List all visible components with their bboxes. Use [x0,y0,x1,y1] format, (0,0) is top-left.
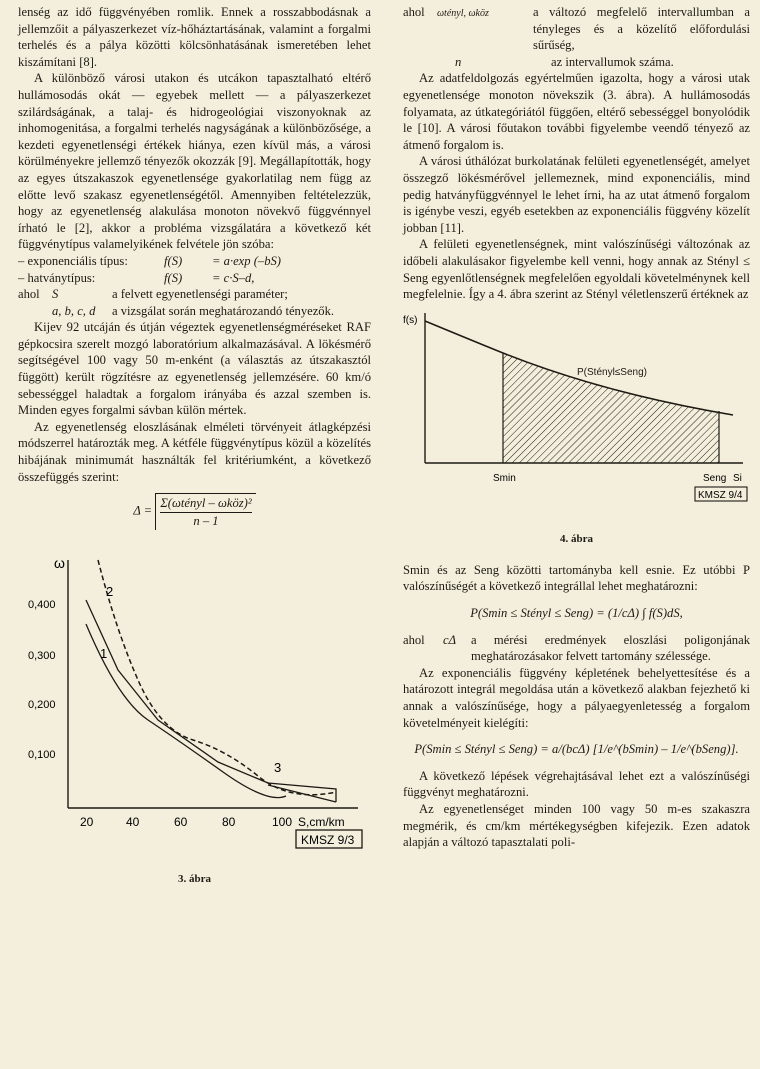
figure-stamp: KMSZ 9/4 [698,489,743,501]
figure-caption: 3. ábra [178,873,211,885]
paragraph: A városi úthálózat burkolatának felületi egyenetlenségét, amelyet összegző lökésmérővel jellemeznek, mind exponenciális, mind pedig hatványfüggvénnyel le lehet írni, ha az utat átmenő forgalom is igénybe veszi, egyéb esetekben az exponenciális függvény közelít jobban [11]. [403,154,750,235]
definition-row: a, b, c, d a vizsgálat során meghatározandó tényezők. [52,303,335,318]
paragraph: A következő lépések végrehajtásával lehet ezt a valószínűségi függvényt meghatározni. [403,768,750,800]
paragraph: A felületi egyenetlenségnek, mint valószínűségi változónak az időbeli alakulásakor figyelembe kell venni, hogy annak az Stényl ≤ Seng egyenlőtlenségnek megfelelően egyoldali követelménynek kell megfelelnie. Így a 4. ábra szerint az Stényl véletlenszerű értéknek az [403,237,750,302]
curve-3 [86,600,336,802]
probability-label: P(Stényl≤Seng) [577,366,647,378]
curve-1 [86,624,286,798]
seng-label: Seng [703,472,727,484]
x-axis-label: Si [733,472,742,484]
paragraph: A különböző városi utakon és utcákon tapasztalható eltérő hullámosodás okát — egyebek mellett — a pályaszerkezet szilárdságának, a talaj- és hidrogeológiai viszonyoknak az inhomogenitása, a forgalmi terhelés nagyságának a különbözősége, a kezdeti egyenetlenségi értékek hiánya, ezen kívül más, a városi körülményekre jellemző tényezők okozzák [9]. Megállapították, hogy az egyes útszakaszok egyenetlensége gyakorlatilag nem függ az előtte levő szakasz egyenetlenségétől. Amennyiben feltételezzük, hogy az egyenetlenség alakulása monoton növekvő függvénnyel írható le [2], akkor a probléma vizsgálatára a következő két függvénytípus valamelyikének felvétele jön szóba: [18,71,371,252]
y-axis-label: ω [54,555,65,572]
y-tick-label: 0,400 [28,599,56,612]
figure-4-chart [403,303,750,521]
delta-formula: Δ = Σ(ωtényl – ωköz)² n – 1 [18,493,371,530]
equation-exponential: – exponenciális típus: f(S) = a·exp (–bS) [18,253,281,268]
paragraph: Kijev 92 utcáján és útján végeztek egyenetlenségméréseket RAF gépkocsira szerelt mozgó laboratórium alkalmazásával. A lökésmérő segítségével 100 vagy 50 m-enként (a választás az útszakasztól függött) került rögzítésre az egyenetlenség jellemzésére. 60 km/ó sebességgel haladtak a forgalom irányába és azzal szemben is. Minden egyes forgalmi sávban külön mértek. [18,320,371,418]
smin-label: Smin [493,472,516,484]
curve-label: 3 [274,760,282,776]
x-tick-label: 100 [272,815,293,830]
definition-row: ahol cΔ a mérési eredmények eloszlási poligonjának meghatározásakor felvett tartomány szélessége. [403,632,750,664]
integral-formula: P(Smin ≤ Stényl ≤ Seng) = (1/cΔ) ∫ f(S)dS, [470,606,683,621]
left-column [18,4,371,888]
y-tick-label: 0,100 [28,749,56,762]
x-tick-label: 80 [222,815,236,830]
probability-formula: P(Smin ≤ Stényl ≤ Seng) = a/(bcΔ) [1/e^(bSmin) – 1/e^(bSeng)]. [414,742,739,757]
figure-stamp: KMSZ 9/3 [301,833,355,848]
curve-label: 2 [106,584,114,600]
right-column [403,4,750,851]
definition-row: ahol S a felvett egyenetlenségi paraméter; [18,287,288,302]
curve-2 [98,560,336,795]
paragraph: Smin és az Seng közötti tartományba kell esnie. Ez utóbbi P valószínűségét a következő integrállal lehet meghatározni: [403,562,750,594]
curve-label: 1 [100,646,108,662]
paragraph: Az egyenetlenség eloszlásának elméleti törvényeit átlagképzési módszerrel határozták meg. A kétféle függvénytípus közül a közelítés hibájának minimumát használták fel kritériumként, a következő összefüggés szerint: [18,419,371,484]
y-axis-label: f(s) [403,314,418,326]
definition-row: n az intervallumok száma. [455,54,674,69]
paragraph: Az exponenciális függvény képletének behelyettesítése és a határozott integrál megoldása után a következő alakban fejezhető ki annak a valószínűsége, hogy a pályaegyenletesség a forgalom követelményeit kielégíti: [403,665,750,730]
y-tick-label: 0,300 [28,650,56,663]
x-axis-label: S,cm/km [298,815,345,830]
y-tick-label: 0,200 [28,699,56,712]
paragraph: Az adatfeldolgozás egyértelműen igazolta, hogy a városi utak egyenetlensége monoton növekszik (3. ábra). A hullámosodás folyamata, az útkategóriától függően, eltérő sebességgel bonyolódik le [10]. A városi főutakon további figyelembe veendő tényező az átmenő forgalom is. [403,71,750,152]
paragraph: Az egyenetlenséget minden 100 vagy 50 m-es szakaszra megmérik, és cm/km mértékegységben kifejezik. Ezen adatok alapján a változó tapasztalati poli- [403,802,750,850]
equation-power: – hatványtípus: f(S) = c·S–d, [18,270,255,285]
figure-3-chart [18,540,371,860]
figure-caption: 4. ábra [560,533,593,546]
paragraph: lenség az idő függvényében romlik. Ennek a rosszabbodásnak a jellemzőit a pályaszerkezet víz-hőháztartásának, valamint a forgalmi terhelés és a pálya közötti kölcsönhatásának ismeretében lehet kiszámítani [8]. [18,5,371,69]
x-tick-label: 60 [174,815,188,830]
definition-row: ahol ωtényl, ωköz a változó megfelelő intervallumban a tényleges és a közelítő előfordulási sűrűség, [403,5,750,53]
x-tick-label: 20 [80,815,94,830]
x-tick-label: 40 [126,815,140,830]
